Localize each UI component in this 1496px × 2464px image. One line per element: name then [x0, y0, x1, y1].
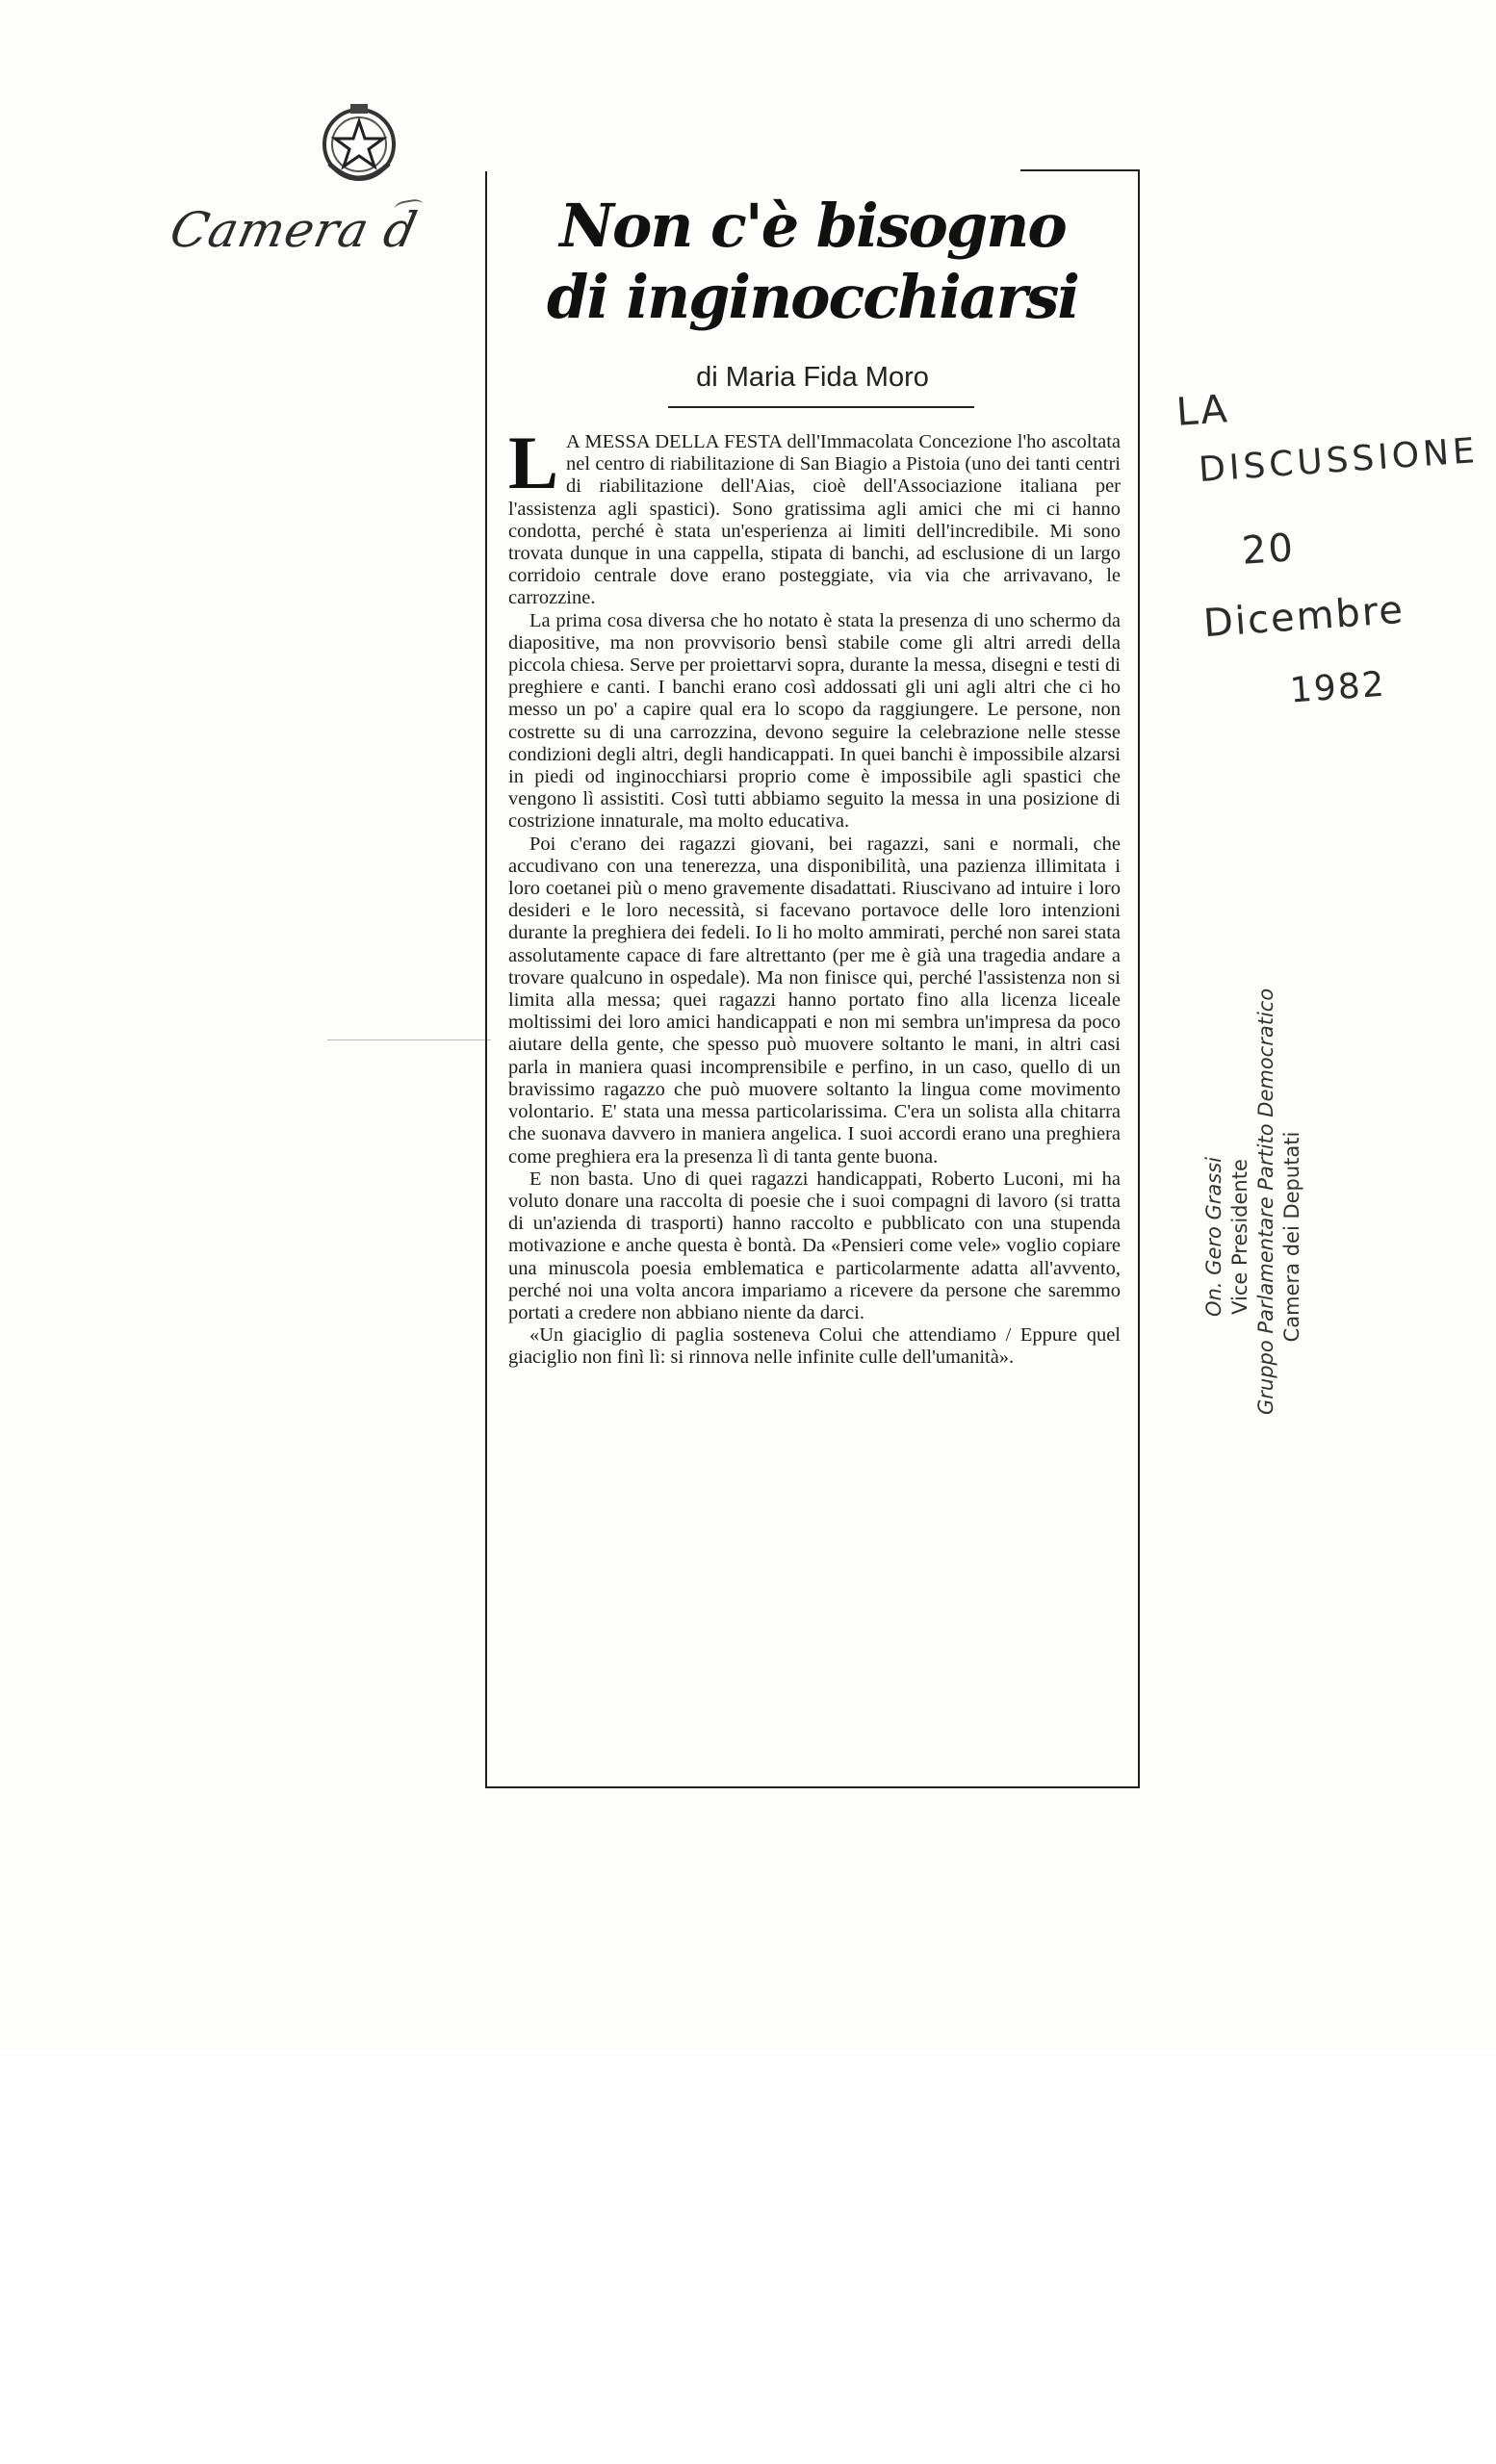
handwritten-note-line: DISCUSSIONE	[1197, 430, 1481, 491]
chamber-header-script: Camera d	[165, 202, 423, 258]
article-paragraph: E non basta. Uno di quei ragazzi handicappati, Roberto Luconi, mi ha voluto donare una raccolta di poesie che i suoi compagni di lavoro (si tratta di un'azienda di trasporti) hanno raccolto e pubblicato con una stupenda motivazione e anche questa è bontà. Da «Pensieri come vele» voglio copiare una minuscola poesia emblematica e particolarmente adatta all'avvento, perché noi una volta ancora impariamo a ricevere da persone che saremmo portati a credere non abbiano niente da darci.	[508, 1168, 1121, 1323]
dropcap: L	[508, 421, 559, 504]
republic-emblem-icon	[316, 96, 402, 192]
stamp-line: Gruppo Parlamentare Partito Democratico	[1254, 988, 1277, 1415]
article-title-line1: Non c'è bisogno	[559, 191, 1066, 261]
handwritten-note-line: 1982	[1288, 664, 1387, 711]
byline-rule	[668, 406, 974, 408]
stamp-line: Vice Presidente	[1228, 1159, 1251, 1315]
paragraph-text: A MESSA DELLA FESTA dell'Immacolata Concezione l'ho ascoltata nel centro di riabilitazione di San Biagio a Pistoia (uno dei tanti centri di riabilitazione dell'Aias, cioè dell'Associazione italiana per l'assistenza agli spastici). Sono gratissima agli amici che mi ci hanno condotta, perché è stata un'esperienza ai limiti dell'incredibile. Mi sono trovata dunque in una cappella, stipata di banchi, ad esclusione di un largo corridoio centrale dove erano posteggiate, via via che arrivavano, le carrozzine.	[508, 431, 1121, 609]
newspaper-article	[485, 171, 1140, 1788]
article-byline: di Maria Fida Moro	[696, 362, 929, 393]
stamp-line: On. Gero Grassi	[1202, 1156, 1225, 1318]
stamp-line: Camera dei Deputati	[1280, 1131, 1303, 1343]
deputy-stamp-text	[1201, 988, 1394, 1415]
article-title-line2: di inginocchiarsi	[547, 262, 1078, 332]
article-paragraph	[508, 421, 1121, 610]
article-title	[487, 191, 1138, 333]
deputy-stamp	[1201, 988, 1394, 1415]
article-paragraph: Poi c'erano dei ragazzi giovani, bei ragazzi, sani e normali, che accudivano con una tenerezza, una disponibilità, una pazienza illimitata i loro coetanei più o meno gravemente disadattati. Riuscivano ad intuire i loro desideri e le loro necessità, si facevano portavoce delle loro intenzioni durante la preghiera dei fedeli. Io li ho molto ammirati, perché non sarei stata assolutamente capace di fare altrettanto (per me è già una tragedia andare a trovare qualcuno in ospedale). Ma non finisce qui, perché l'assistenza non si limita alla messa; quei ragazzi hanno portato fino alla licenza liceale moltissimi dei loro amici handicappati e non mi sembra un'impresa da poco aiutare della gente, che spesso può muovere soltanto le mani, in altri casi parla in maniera quasi incomprensibile e perfino, in un caso, quello di un bravissimo ragazzo che può muovere soltanto la lingua come movimento volontario. E' stata una messa particolarissima. C'era un solista alla chitarra che suonava davvero in maniera angelica. I suoi accordi erano una preghiera come preghiera era la presenza lì di tanta gente buona.	[508, 833, 1121, 1168]
handwritten-note-line: LA	[1174, 387, 1231, 435]
handwritten-note-line: Dicembre	[1201, 587, 1406, 647]
article-paragraph: La prima cosa diversa che ho notato è stata la presenza di uno schermo da diapositive, ma non provvisorio bensì stabile come gli altri arredi della piccola chiesa. Serve per proiettarvi sopra, durante la messa, disegni e testi di preghiere e canti. I banchi erano così addossati gli uni agli altri che ci ho messo un po' a capire qual era lo scopo da raggiungere. Le persone, non costrette su di una carrozzina, devono seguire la celebrazione nelle stesse condizioni degli altri, degli handicappati. In quei banchi è impossibile alzarsi in piedi od inginocchiarsi proprio come è impossibile agli spastici che vengono lì assistiti. Così tutti abbiamo seguito la messa in una posizione di costrizione innaturale, ma molto educativa.	[508, 609, 1121, 833]
article-body	[508, 421, 1121, 1370]
article-paragraph: «Un giaciglio di paglia sosteneva Colui che attendiamo / Eppure quel giaciglio non finì lì: si rinnova nelle infinite culle dell'umanità».	[508, 1324, 1121, 1369]
handwritten-note-line: 20	[1240, 526, 1297, 574]
